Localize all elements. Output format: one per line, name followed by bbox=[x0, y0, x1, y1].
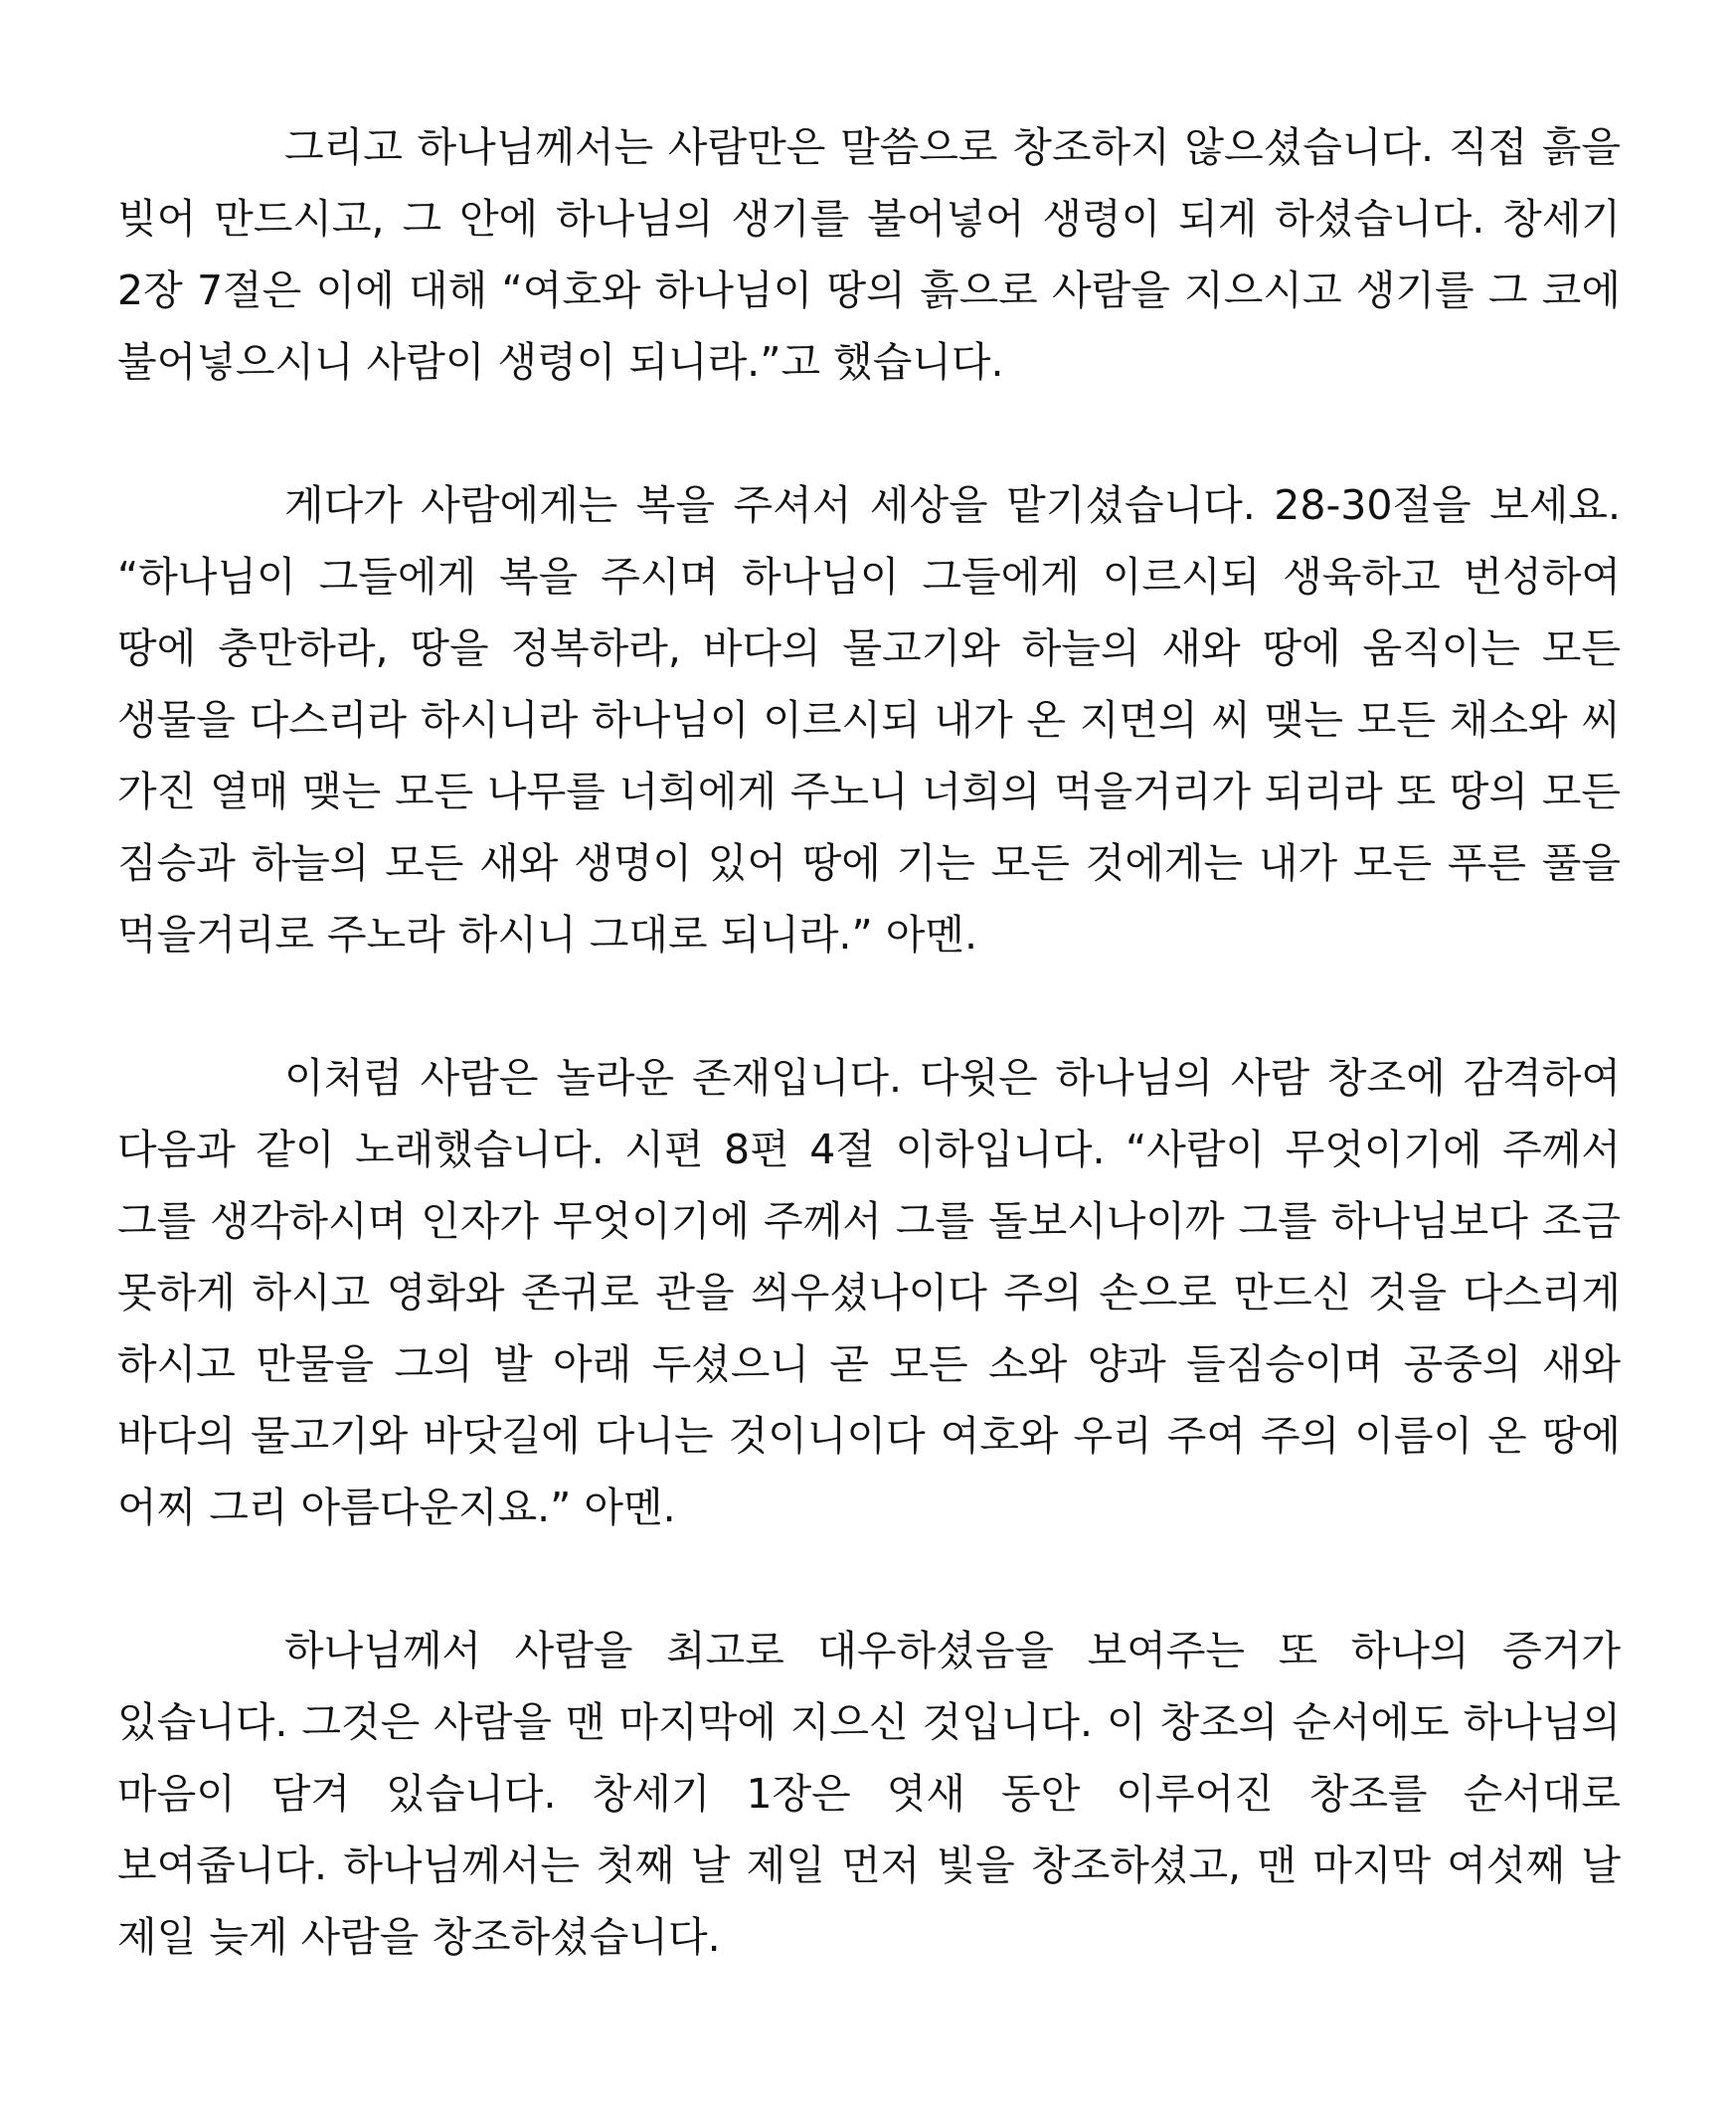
paragraph-1: 그리고 하나님께서는 사람만은 말씀으로 창조하지 않으셨습니다. 직접 흙을 빚어 만드시고, 그 안에 하나님의 생기를 불어넣어 생령이 되게 하셨습니다. 창세기 2장 7절은 이에 대해 “여호와 하나님이 땅의 흙으로 사람을 지으시고 생기를 그 코에 불어넣으시니 사람이 생령이 되니라.”고 했습니다. bbox=[117, 123, 1621, 386]
paragraph-3: 이처럼 사람은 놀라운 존재입니다. 다윗은 하나님의 사람 창조에 감격하여 다음과 같이 노래했습니다. 시편 8편 4절 이하입니다. “사람이 무엇이기에 주께서 그를 생각하시며 인자가 무엇이기에 주께서 그를 돌보시나이까 그를 하나님보다 조금 못하게 하시고 영화와 존귀로 관을 씌우셨나이다 주의 손으로 만드신 것을 다스리게 하시고 만물을 그의 발 아래 두셨으니 곧 모든 소와 양과 들짐승이며 공중의 새와 바다의 물고기와 바닷길에 다니는 것이니이다 여호와 우리 주여 주의 이름이 온 땅에 어찌 그리 아름다운지요.” 아멘. bbox=[117, 1054, 1621, 1531]
paragraph-2: 게다가 사람에게는 복을 주셔서 세상을 맡기셨습니다. 28-30절을 보세요. “하나님이 그들에게 복을 주시며 하나님이 그들에게 이르시되 생육하고 번성하여 땅에 충만하라, 땅을 정복하라, 바다의 물고기와 하늘의 새와 땅에 움직이는 모든 생물을 다스리라 하시니라 하나님이 이르시되 내가 온 지면의 씨 맺는 모든 채소와 씨 가진 열매 맺는 모든 나무를 너희에게 주노니 너희의 먹을거리가 되리라 또 땅의 모든 짐승과 하늘의 모든 새와 생명이 있어 땅에 기는 모든 것에게는 내가 모든 푸른 풀을 먹을거리로 주노라 하시니 그대로 되니라.” 아멘. bbox=[117, 481, 1622, 959]
paragraph-4: 하나님께서 사람을 최고로 대우하셨음을 보여주는 또 하나의 증거가 있습니다. 그것은 사람을 맨 마지막에 지으신 것입니다. 이 창조의 순서에도 하나님의 마음이 담겨 있습니다. 창세기 1장은 엿새 동안 이루어진 창조를 순서대로 보여줍니다. 하나님께서는 첫째 날 제일 먼저 빛을 창조하셨고, 맨 마지막 여섯째 날 제일 늦게 사람을 창조하셨습니다. bbox=[117, 1627, 1621, 1961]
body-text bbox=[117, 111, 1621, 1973]
